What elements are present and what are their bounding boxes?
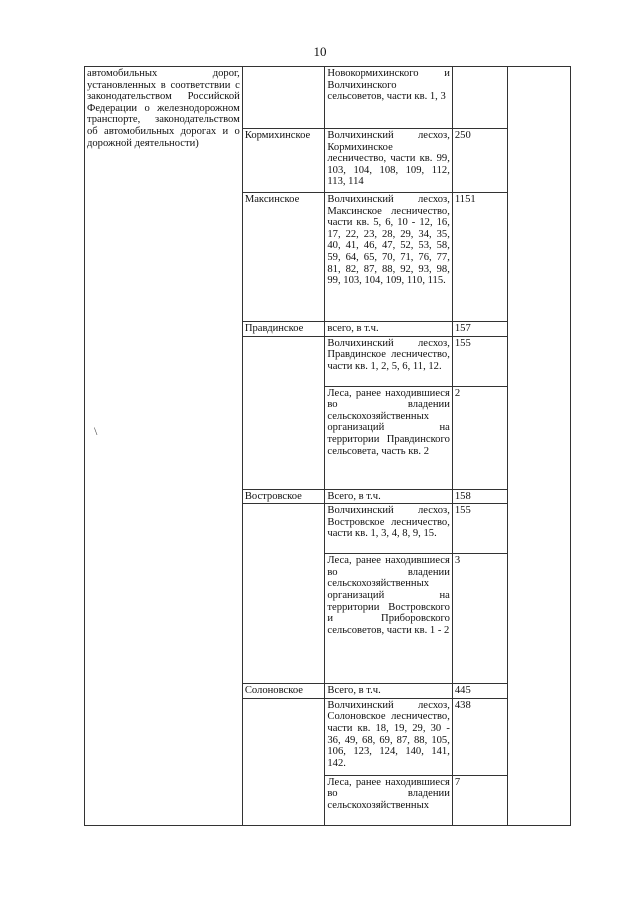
description-cell: Волчихинский лесхоз, Востровское лесничество, части кв. 1, 3, 4, 8, 9, 15.	[325, 504, 453, 554]
area-cell: 157	[452, 322, 507, 337]
settlement-cell	[242, 698, 325, 825]
area-cell: 3	[452, 554, 507, 684]
description-cell: Всего, в т.ч.	[325, 684, 453, 699]
description-cell: Волчихинский лесхоз, Правдинское лесничество, части кв. 1, 2, 5, 6, 11, 12.	[325, 336, 453, 386]
settlement-cell	[242, 67, 325, 129]
area-cell: 2	[452, 386, 507, 489]
description-cell: Леса, ранее находившиеся во владении сельскохозяйственных	[325, 775, 453, 825]
settlement-cell: Востровское	[242, 489, 325, 504]
description-cell: Волчихинский лесхоз, Максинское лесничество, части кв. 5, 6, 10 - 12, 16, 17, 22, 23, 28, 29, 34, 35, 40, 41, 46, 47, 52, 53, 58, 59, 64, 65, 70, 71, 76, 77, 81, 82, 87, 88, 92, 93, 98, 99, 103, 104, 109, 110, 115.	[325, 193, 453, 322]
settlement-cell: Солоновское	[242, 684, 325, 699]
area-cell: 438	[452, 698, 507, 775]
area-cell: 155	[452, 504, 507, 554]
table-row	[85, 67, 571, 129]
settlement-cell: Правдинское	[242, 322, 325, 337]
description-cell: всего, в т.ч.	[325, 322, 453, 337]
area-cell: 155	[452, 336, 507, 386]
area-cell: 1151	[452, 193, 507, 322]
area-cell: 445	[452, 684, 507, 699]
description-cell: Новокормихинского и Волчихинского сельсоветов, части кв. 1, 3	[325, 67, 453, 129]
area-cell	[452, 67, 507, 129]
description-cell: Волчихинский лесхоз, Кормихинское лесничество, части кв. 99, 103, 104, 108, 109, 112, 113, 114	[325, 129, 453, 193]
settlement-cell: Максинское	[242, 193, 325, 322]
margin-mark: \	[94, 424, 98, 438]
settlement-cell	[242, 336, 325, 489]
description-cell: Леса, ранее находившиеся во владении сельскохозяйственных организаций на территории Правдинского сельсовета, часть кв. 2	[325, 386, 453, 489]
area-cell: 158	[452, 489, 507, 504]
page-number: 10	[313, 44, 327, 59]
description-cell: Леса, ранее находившиеся во владении сельскохозяйственных организаций на территории Востровского и Приборовского сельсоветов, части кв. 1 - 2	[325, 554, 453, 684]
description-cell: Всего, в т.ч.	[325, 489, 453, 504]
settlement-cell	[242, 504, 325, 684]
settlement-cell: Кормихинское	[242, 129, 325, 193]
land-table	[84, 66, 571, 826]
purpose-text: автомобильных дорог, установленных в соответствии с законодательством Российской Федерации о железнодорожном транспорте, законодательством об автомобильных дорогах и о дорожной деятельности)	[87, 68, 240, 149]
area-cell: 7	[452, 775, 507, 825]
description-cell: Волчихинский лесхоз, Солоновское лесничество, части кв. 18, 19, 29, 30 - 36, 49, 68, 69, 87, 88, 105, 106, 123, 124, 140, 141, 142.	[325, 698, 453, 775]
area-cell: 250	[452, 129, 507, 193]
purpose-cell	[85, 67, 243, 826]
empty-cell	[508, 67, 571, 826]
